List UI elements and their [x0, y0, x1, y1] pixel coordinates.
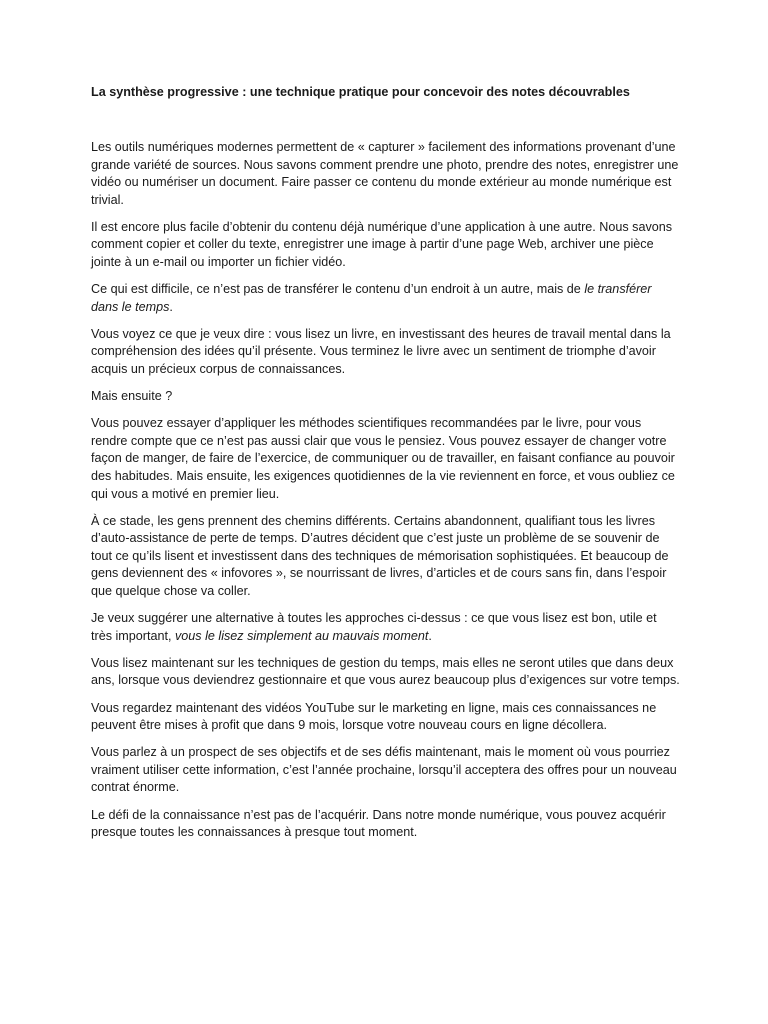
italic-text: le transférer dans le temps: [91, 282, 652, 314]
body-paragraph: [91, 415, 681, 503]
paragraph-text: Vous pouvez essayer d’appliquer les méthodes scientifiques recommandées par le livre, pour vous rendre compte que ce n’est pas aussi clair que vous le pensiez. Vous pouvez essayer de changer votre façon de manger, de faire de l’exercice, de communiquer ou de travailler, en faisant confiance au pouvoir des habitudes. Mais ensuite, les exigences quotidiennes de la vie reviennent en force, et vous oubliez ce qui vous a motivé en premier lieu.: [91, 416, 675, 501]
paragraph-text: .: [169, 299, 173, 314]
body-paragraph: [91, 610, 681, 645]
paragraph-text: Les outils numériques modernes permettent de « capturer » facilement des informations provenant d’une grande variété de sources. Nous savons comment prendre une photo, prendre des notes, enregistrer une vidéo ou numériser un document. Faire passer ce contenu du monde extérieur au monde numérique est trivial.: [91, 140, 679, 207]
paragraph-text: Mais ensuite ?: [91, 389, 173, 404]
body-paragraph: [91, 807, 681, 842]
paragraph-text: À ce stade, les gens prennent des chemins différents. Certains abandonnent, qualifiant tous les livres d’auto-assistance de perte de temps. D’autres décident que c’est juste un problème de se souvenir de tout ce qu’ils lisent et investissent dans des techniques de mémorisation sophistiquées. Et beaucoup de gens deviennent des « infovores », se nourrissant de livres, d’articles et de cours sans fin, dans l’espoir que quelque chose va coller.: [91, 513, 669, 599]
paragraph-text: Vous lisez maintenant sur les techniques de gestion du temps, mais elles ne seront utiles que dans deux ans, lorsque vous deviendrez gestionnaire et que vous aurez beaucoup plus d’exigences sur votre temps.: [91, 655, 680, 688]
body-paragraph: [91, 139, 681, 209]
paragraph-text: Vous regardez maintenant des vidéos YouTube sur le marketing en ligne, mais ces connaissances ne peuvent être mises à profit que dans 9 mois, lorsque votre nouveau cours en ligne décollera.: [91, 700, 657, 733]
body-paragraph: [91, 744, 681, 797]
italic-text: vous le lisez simplement au mauvais moment: [175, 628, 429, 643]
document-body: [91, 139, 681, 842]
paragraph-text: Ce qui est difficile, ce n’est pas de transférer le contenu d’un endroit à un autre, mais de: [91, 282, 585, 297]
body-paragraph: [91, 513, 681, 601]
body-paragraph: [91, 700, 681, 735]
document-page: [91, 84, 681, 851]
body-paragraph: [91, 655, 681, 690]
paragraph-text: Il est encore plus facile d’obtenir du contenu déjà numérique d’une application à une autre. Nous savons comment copier et coller du texte, enregistrer une image à partir d’une page Web, archiver une pièce jointe à un e-mail ou importer un fichier vidéo.: [91, 219, 673, 270]
body-paragraph: [91, 388, 681, 406]
body-paragraph: [91, 281, 681, 316]
document-title: La synthèse progressive : une technique pratique pour concevoir des notes découvrables: [91, 85, 630, 99]
paragraph-text: Je veux suggérer une alternative à toutes les approches ci-dessus : ce que vous lisez est bon, utile et très important,: [91, 611, 657, 643]
paragraph-text: Vous parlez à un prospect de ses objectifs et de ses défis maintenant, mais le moment où vous pourriez vraiment utiliser cette information, c’est l’année prochaine, lorsqu’il acceptera des offres pour un nouveau contrat énorme.: [91, 745, 677, 795]
paragraph-text: .: [428, 628, 432, 643]
body-paragraph: [91, 219, 681, 272]
paragraph-text: Vous voyez ce que je veux dire : vous lisez un livre, en investissant des heures de travail mental dans la compréhension des idées qu’il présente. Vous terminez le livre avec un sentiment de triomphe d’avoir acquis un précieux corpus de connaissances.: [91, 326, 671, 377]
body-paragraph: [91, 326, 681, 379]
paragraph-text: Le défi de la connaissance n’est pas de l’acquérir. Dans notre monde numérique, vous pouvez acquérir presque toutes les connaissances à presque tout moment.: [91, 807, 666, 840]
